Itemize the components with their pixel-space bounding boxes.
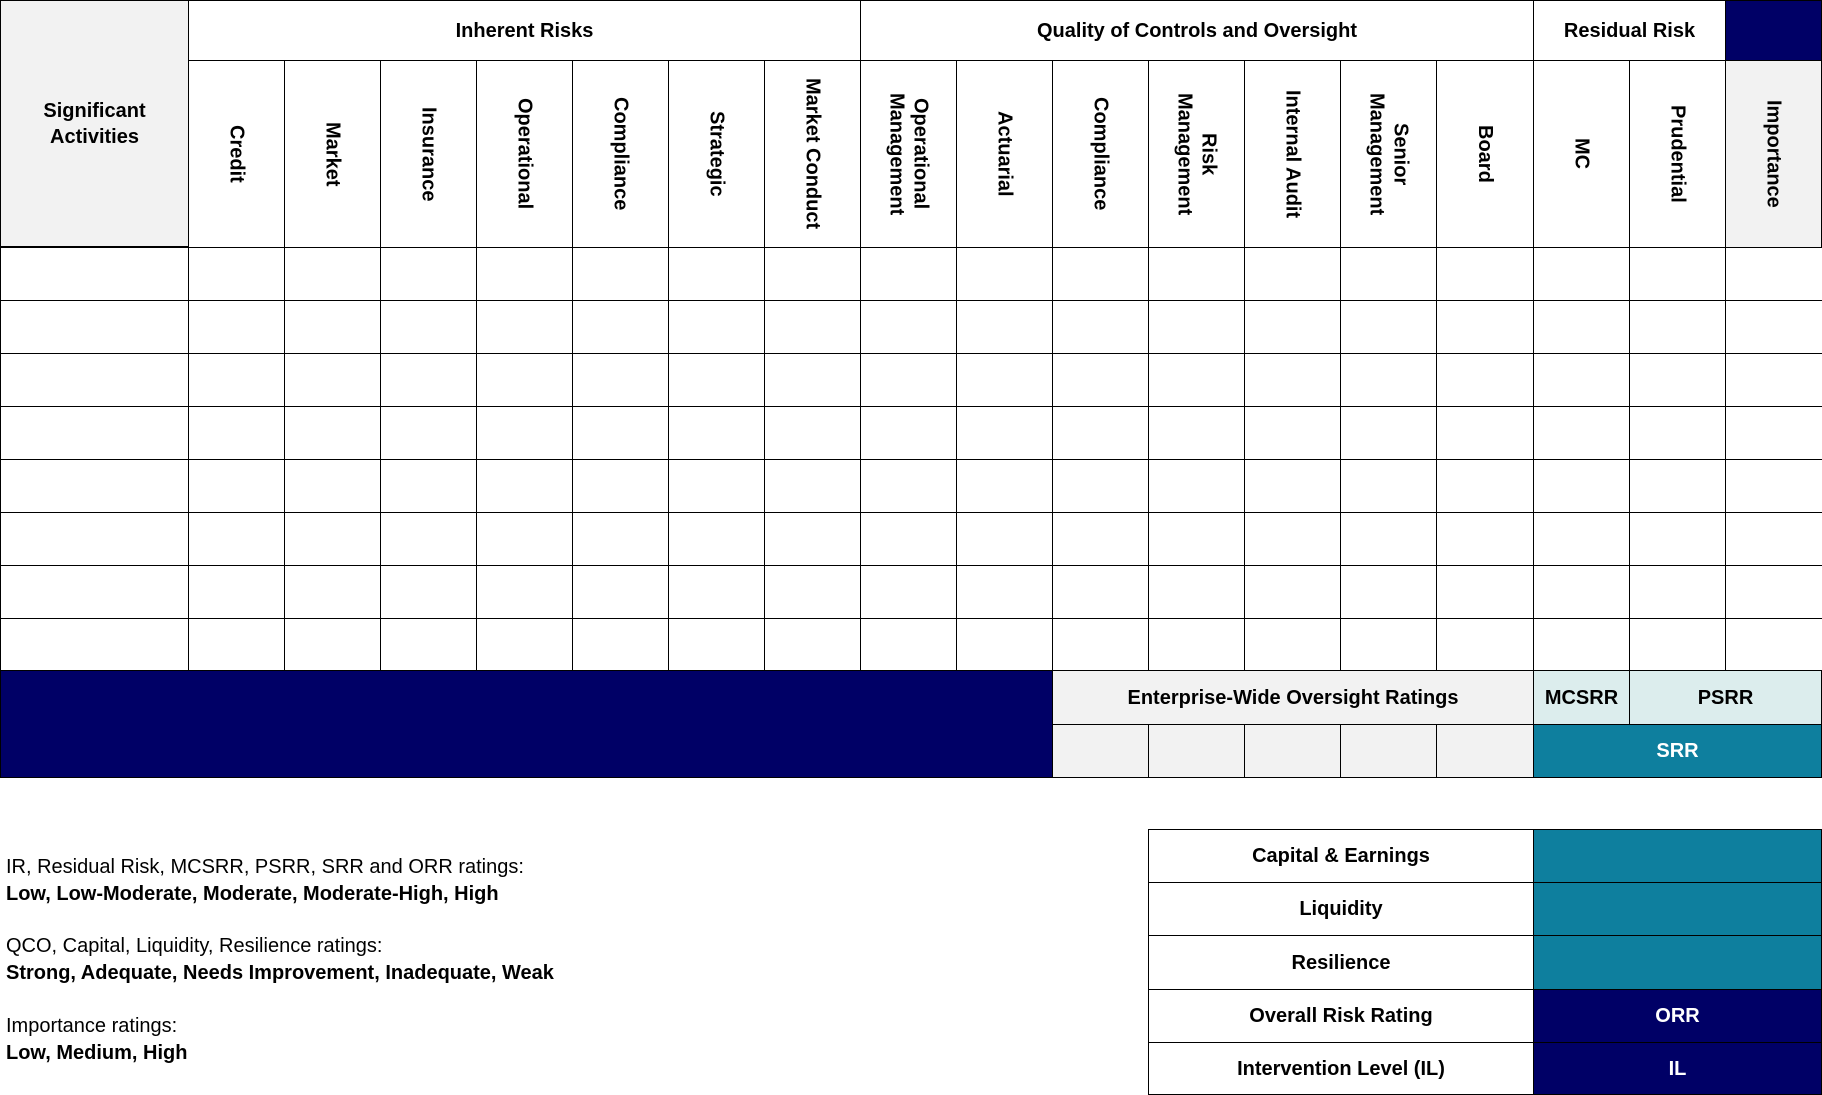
importance-ratings-values: Low, Medium, High [6,1042,188,1064]
capital-earnings-label: Capital & Earnings [1252,845,1430,867]
rating-cell[interactable] [188,353,285,407]
rating-cell[interactable] [1629,512,1726,566]
rating-cell[interactable] [572,512,669,566]
orr-label: ORR [1655,1005,1700,1027]
rating-cell[interactable] [1533,512,1630,566]
col-header-insurance [380,60,477,248]
ratings-legend [6,854,524,908]
enterprise-wide-oversight-header [1052,670,1534,725]
rating-cell[interactable] [668,565,765,619]
rating-cell[interactable] [1436,618,1534,672]
rating-cell[interactable] [764,565,861,619]
rating-cell[interactable] [572,247,669,301]
rating-cell[interactable] [764,300,861,354]
col-header-label: MC [1570,138,1593,170]
ewo-rating-cell[interactable] [1436,724,1534,778]
intervention-level-label-cell [1148,1042,1534,1095]
col-header-compliance [572,60,669,248]
significant-activities-header [0,0,189,247]
rating-cell[interactable] [1629,247,1726,301]
col-header-actuarial [956,60,1053,248]
rating-cell[interactable] [284,512,381,566]
rating-cell[interactable] [1052,565,1149,619]
rating-cell[interactable] [1052,300,1149,354]
rating-cell[interactable] [1148,512,1245,566]
rating-cell[interactable] [1436,565,1534,619]
rating-cell[interactable] [1629,565,1726,619]
col-header-label: Importance [1762,100,1785,208]
intervention-level-label: Intervention Level (IL) [1237,1057,1445,1080]
overall-risk-rating-label-cell [1148,989,1534,1043]
mcsrr-label: MCSRR [1544,686,1619,709]
rating-cell[interactable] [1340,353,1437,407]
rating-cell[interactable] [956,406,1053,460]
rating-cell[interactable] [860,300,957,354]
col-header-label: Compliance [609,97,632,211]
rating-cell[interactable] [1629,300,1726,354]
rating-cell[interactable] [956,512,1053,566]
inherent-risks-header [188,0,861,61]
qco-legend [6,933,554,987]
activity-name-cell[interactable] [0,300,189,354]
rating-cell[interactable] [572,353,669,407]
rating-cell[interactable] [1629,459,1726,513]
rating-cell[interactable] [284,459,381,513]
rating-cell[interactable] [956,247,1053,301]
col-header-operational-management [860,60,957,248]
rating-cell[interactable] [188,618,285,672]
activity-name-cell[interactable] [0,565,189,619]
col-header-credit [188,60,285,248]
rating-cell[interactable] [860,618,957,672]
rating-cell[interactable] [1436,512,1534,566]
col-header-label: Strategic [705,111,728,197]
rating-cell[interactable] [668,300,765,354]
rating-cell[interactable] [284,565,381,619]
col-header-label: Prudential [1666,105,1689,203]
quality-controls-header [860,0,1534,61]
rating-cell[interactable] [1629,406,1726,460]
rating-cell[interactable] [1436,300,1534,354]
rating-cell[interactable] [1629,353,1726,407]
il-cell [1533,1042,1822,1095]
rating-cell[interactable] [1052,406,1149,460]
rating-cell[interactable] [1725,618,1822,672]
rating-cell[interactable] [284,247,381,301]
resilience-label-cell [1148,935,1534,990]
ewo-rating-cell[interactable] [1052,724,1149,778]
activity-name-cell[interactable] [0,353,189,407]
liquidity-rating[interactable] [1533,882,1822,936]
rating-cell[interactable] [572,565,669,619]
rating-cell[interactable] [1533,618,1630,672]
rating-cell[interactable] [476,618,573,672]
rating-cell[interactable] [1533,406,1630,460]
liquidity-label-cell [1148,882,1534,936]
quality-controls-label: Quality of Controls and Oversight [1036,19,1358,42]
rating-cell[interactable] [1148,247,1245,301]
rating-cell[interactable] [572,618,669,672]
il-label: IL [1668,1057,1687,1080]
capital-earnings-rating[interactable] [1533,829,1822,883]
qco-ratings-label: QCO, Capital, Liquidity, Resilience ratings: [6,935,383,957]
liquidity-label: Liquidity [1299,898,1383,920]
rating-cell[interactable] [1052,459,1149,513]
rating-cell[interactable] [1148,565,1245,619]
rating-cell[interactable] [1340,247,1437,301]
rating-cell[interactable] [1244,247,1341,301]
rating-cell[interactable] [1244,618,1341,672]
rating-cell[interactable] [956,618,1053,672]
rating-cell[interactable] [1340,512,1437,566]
rating-cell[interactable] [668,406,765,460]
rating-cell[interactable] [188,406,285,460]
rating-cell[interactable] [1340,406,1437,460]
rating-cell[interactable] [764,618,861,672]
rating-cell[interactable] [956,565,1053,619]
col-header-prudential [1629,60,1726,248]
rating-cell[interactable] [860,247,957,301]
rating-cell[interactable] [956,300,1053,354]
rating-cell[interactable] [956,459,1053,513]
rating-cell[interactable] [380,618,477,672]
rating-cell[interactable] [476,459,573,513]
rating-cell[interactable] [476,300,573,354]
rating-cell[interactable] [476,406,573,460]
col-header-label: Operational Management [885,92,932,216]
rating-cell[interactable] [1340,618,1437,672]
rating-cell[interactable] [1340,459,1437,513]
ewo-rating-cell[interactable] [1148,724,1245,778]
rating-cell[interactable] [188,300,285,354]
rating-cell[interactable] [284,353,381,407]
rating-cell[interactable] [1244,512,1341,566]
rating-cell[interactable] [572,406,669,460]
rating-cell[interactable] [1725,353,1822,407]
col-header-market [284,60,381,248]
psrr-label: PSRR [1697,686,1754,709]
rating-cell[interactable] [860,406,957,460]
rating-cell[interactable] [668,618,765,672]
col-header-board [1436,60,1534,248]
rating-cell[interactable] [380,565,477,619]
rating-cell[interactable] [188,565,285,619]
rating-cell[interactable] [1052,512,1149,566]
rating-cell[interactable] [956,353,1053,407]
rating-cell[interactable] [1340,300,1437,354]
activity-name-cell[interactable] [0,618,189,672]
activity-name-cell[interactable] [0,512,189,566]
rating-cell[interactable] [1725,247,1822,301]
rating-cell[interactable] [380,406,477,460]
rating-cell[interactable] [188,247,285,301]
ir-ratings-label: IR, Residual Risk, MCSRR, PSRR, SRR and ORR ratings: [6,856,524,878]
rating-cell[interactable] [764,459,861,513]
rating-cell[interactable] [1725,300,1822,354]
rating-cell[interactable] [1244,459,1341,513]
srr-label: SRR [1656,740,1699,762]
rating-cell[interactable] [476,512,573,566]
rating-cell[interactable] [764,406,861,460]
importance-top-cell-overlay [1725,0,1822,61]
ir-ratings-values: Low, Low-Moderate, Moderate, Moderate-High, High [6,883,499,905]
rating-cell[interactable] [668,512,765,566]
rating-cell[interactable] [1725,565,1822,619]
rating-cell[interactable] [284,300,381,354]
mcsrr-header [1533,670,1630,725]
rating-cell[interactable] [476,353,573,407]
rating-cell[interactable] [1148,353,1245,407]
rating-cell[interactable] [188,459,285,513]
col-header-label: Insurance [417,106,440,202]
col-header-mc [1533,60,1630,248]
activity-name-cell[interactable] [0,247,189,301]
orr-cell [1533,989,1822,1043]
rating-cell[interactable] [380,247,477,301]
col-header-risk-management [1148,60,1245,248]
rating-cell[interactable] [668,247,765,301]
ewo-rating-cell[interactable] [1244,724,1341,778]
rating-cell[interactable] [1148,618,1245,672]
rating-cell[interactable] [1244,406,1341,460]
importance-legend [6,1013,187,1067]
rating-cell[interactable] [1052,618,1149,672]
col-header-label: Market Conduct [801,78,824,230]
rating-cell[interactable] [380,512,477,566]
rating-cell[interactable] [1148,406,1245,460]
rating-cell[interactable] [1533,247,1630,301]
col-header-operational [476,60,573,248]
residual-risk-header [1533,0,1726,61]
rating-cell[interactable] [764,247,861,301]
rating-cell[interactable] [476,247,573,301]
activity-name-cell[interactable] [0,459,189,513]
rating-cell[interactable] [860,512,957,566]
rating-cell[interactable] [1244,353,1341,407]
rating-cell[interactable] [1340,565,1437,619]
rating-cell[interactable] [1436,247,1534,301]
ewo-rating-cell[interactable] [1340,724,1437,778]
col-header-label: Board [1474,125,1496,183]
col-header-label: Market [321,121,344,187]
significant-activities-label: Significant Activities [43,99,146,148]
rating-cell[interactable] [188,512,285,566]
rating-cell[interactable] [1244,565,1341,619]
rating-cell[interactable] [860,353,957,407]
rating-cell[interactable] [1436,406,1534,460]
rating-cell[interactable] [1244,300,1341,354]
rating-cell[interactable] [1052,353,1149,407]
rating-cell[interactable] [1725,459,1822,513]
col-header-label: Actuarial [993,111,1016,197]
activity-name-cell[interactable] [0,406,189,460]
rating-cell[interactable] [1148,300,1245,354]
rating-cell[interactable] [1533,300,1630,354]
qco-ratings-values: Strong, Adequate, Needs Improvement, Inadequate, Weak [6,962,554,984]
rating-cell[interactable] [380,459,477,513]
capital-earnings-label-cell [1148,829,1534,883]
col-header-strategic [668,60,765,248]
rating-cell[interactable] [1148,459,1245,513]
importance-ratings-label: Importance ratings: [6,1015,178,1037]
rating-cell[interactable] [668,353,765,407]
rating-cell[interactable] [764,353,861,407]
rating-cell[interactable] [1436,459,1534,513]
resilience-rating[interactable] [1533,935,1822,990]
psrr-header [1629,670,1822,725]
col-header-senior-management [1340,60,1437,248]
col-header-label: Operational [513,98,536,210]
resilience-label: Resilience [1291,951,1391,974]
rating-cell[interactable] [1052,247,1149,301]
srr-cell [1533,724,1822,778]
col-header-label: Internal Audit [1281,89,1304,219]
rating-cell[interactable] [1725,406,1822,460]
rating-cell[interactable] [1533,353,1630,407]
rating-cell[interactable] [572,300,669,354]
col-header-qco-compliance [1052,60,1149,248]
summary-navy-band [0,670,1053,778]
rating-cell[interactable] [284,406,381,460]
col-header-label: Senior Management [1365,92,1412,216]
residual-risk-label: Residual Risk [1563,19,1696,42]
col-header-internal-audit [1244,60,1341,248]
inherent-risks-label: Inherent Risks [455,19,594,42]
rating-cell[interactable] [1533,565,1630,619]
rating-cell[interactable] [1533,459,1630,513]
rating-cell[interactable] [380,353,477,407]
enterprise-wide-label: Enterprise-Wide Oversight Ratings [1127,686,1459,709]
overall-risk-rating-label: Overall Risk Rating [1249,1005,1433,1027]
col-header-market-conduct [764,60,861,248]
rating-cell[interactable] [1725,512,1822,566]
rating-cell[interactable] [764,512,861,566]
rating-cell[interactable] [668,459,765,513]
rating-cell[interactable] [380,300,477,354]
col-header-label: Credit [225,125,248,183]
rating-cell[interactable] [1436,353,1534,407]
rating-cell[interactable] [860,565,957,619]
rating-cell[interactable] [284,618,381,672]
rating-cell[interactable] [860,459,957,513]
col-header-label: Risk Management [1173,92,1220,216]
rating-cell[interactable] [1629,618,1726,672]
col-header-label: Compliance [1089,97,1112,211]
rating-cell[interactable] [572,459,669,513]
rating-cell[interactable] [476,565,573,619]
